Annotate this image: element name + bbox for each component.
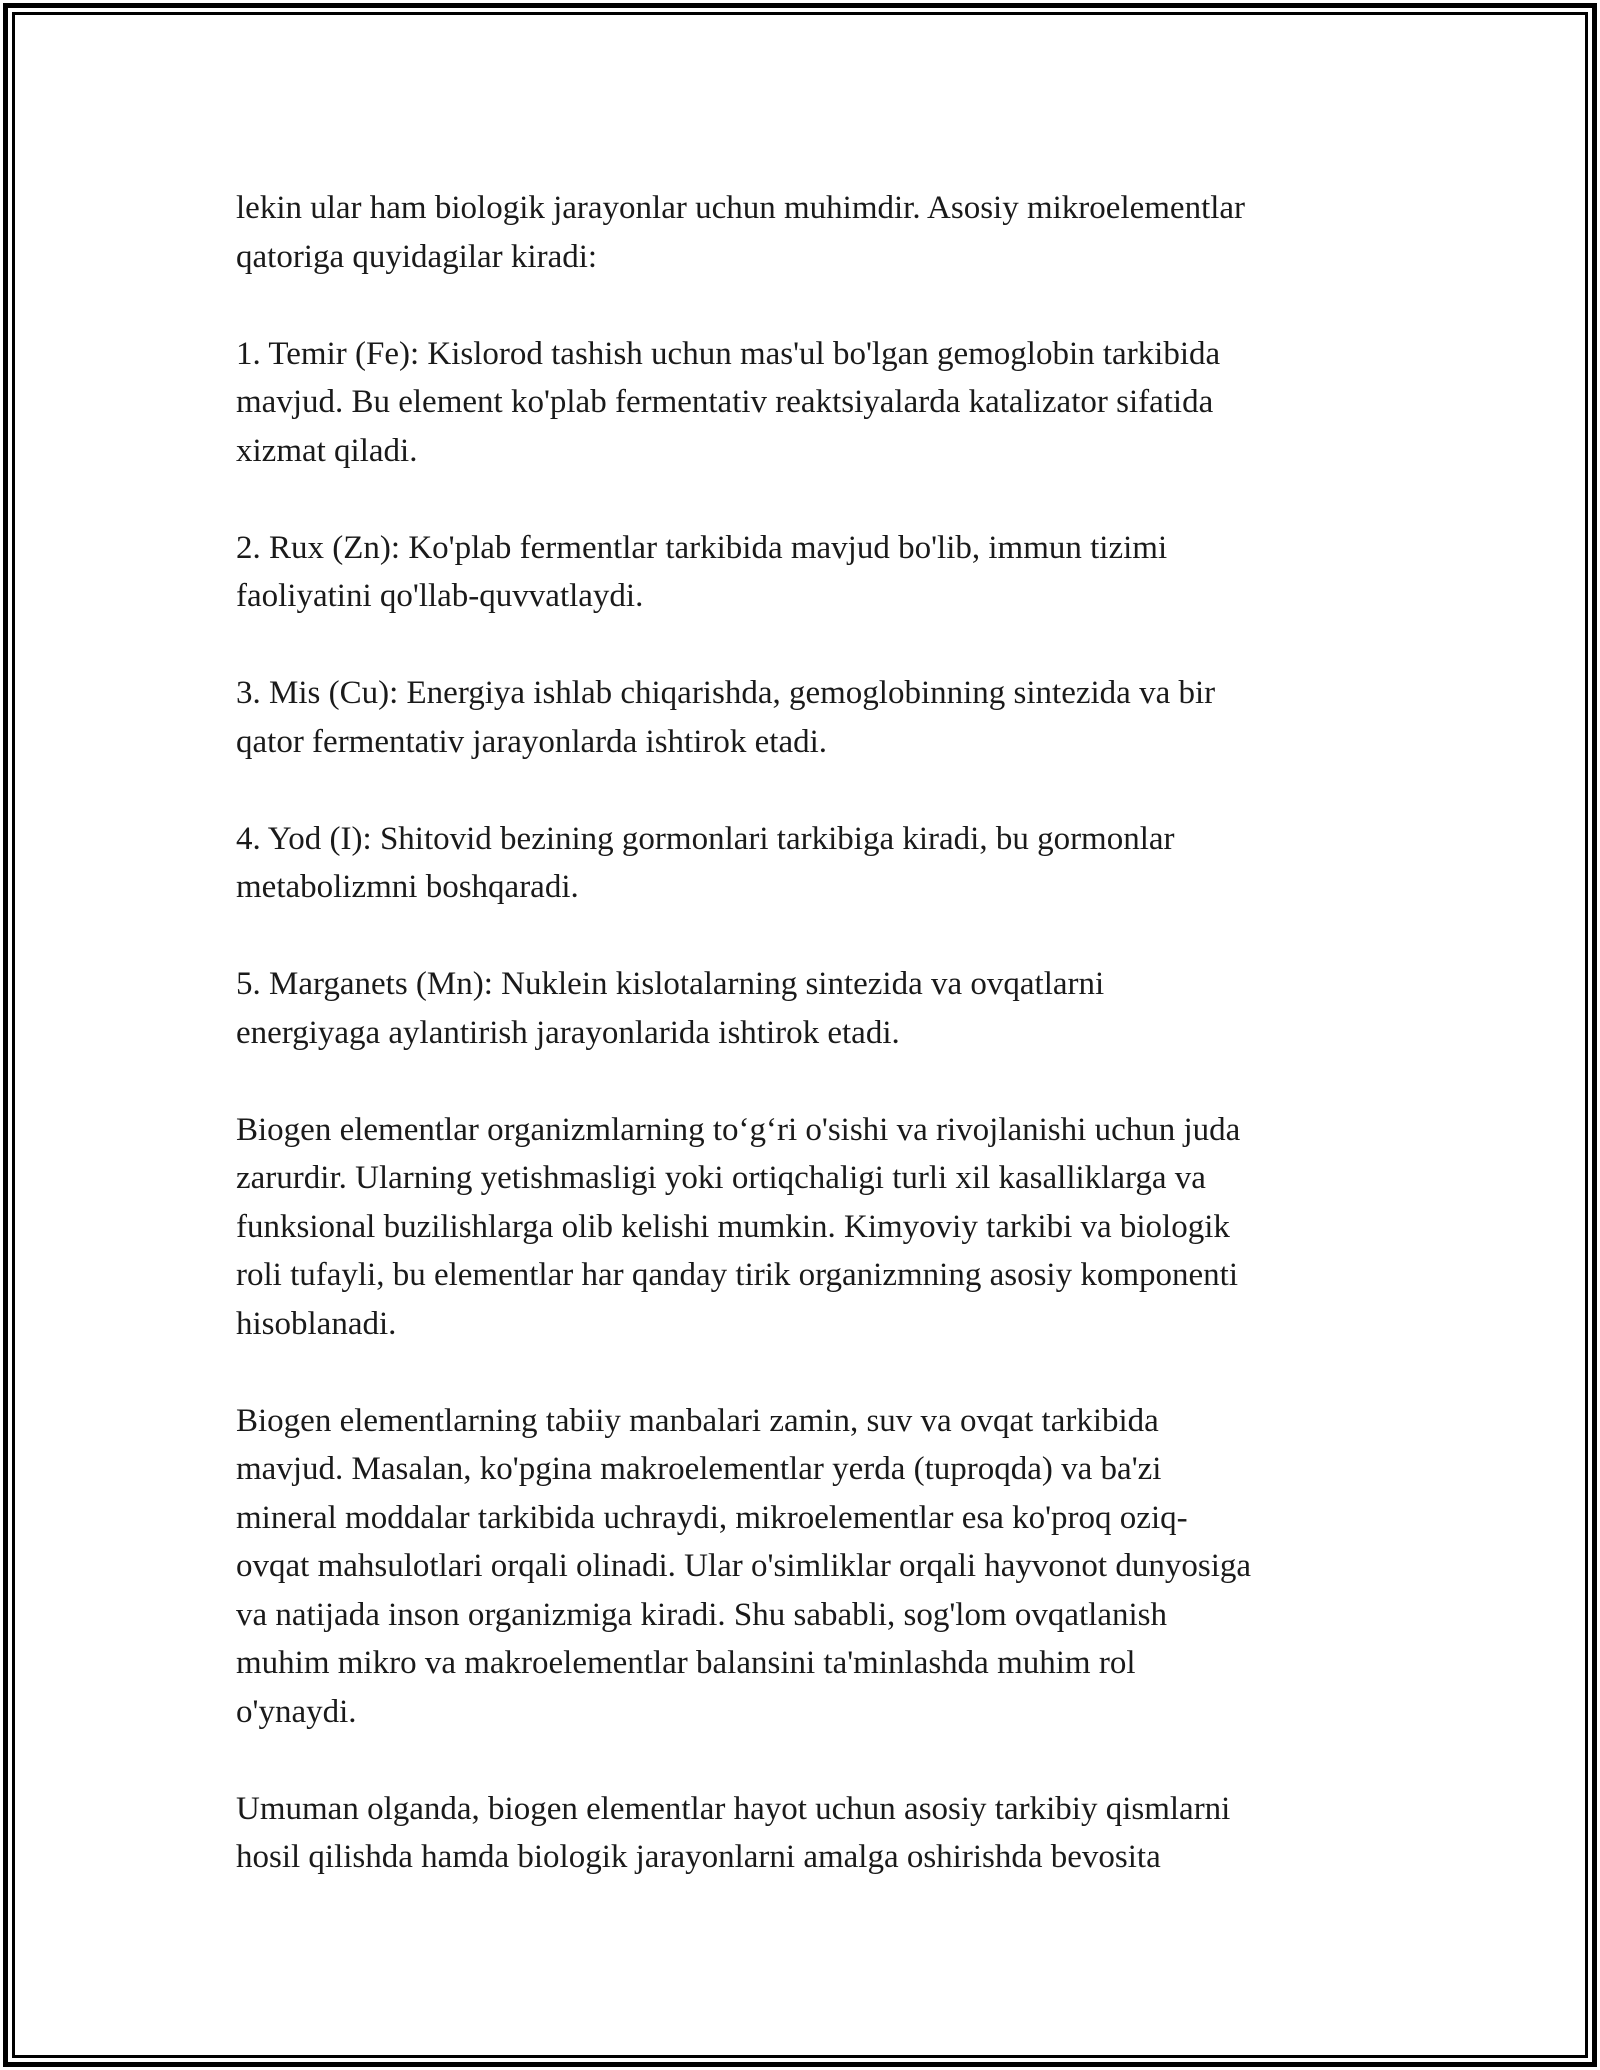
paragraph-importance: Biogen elementlar organizmlarning to‘g‘ri o'sishi va rivojlanishi uchun juda zarurdir. Ularning yetishmasligi yoki ortiqchaligi turli xil kasalliklarga va funksional buzilishlarga olib kelishi mumkin. Kimyoviy tarkibi va biologik roli tufayli, bu elementlar har qanday tirik organizmning asosiy komponenti hisoblanadi. — [236, 1111, 1241, 1342]
list-item-iron: 1. Temir (Fe): Kislorod tashish uchun mas'ul bo'lgan gemoglobin tarkibida mavjud. Bu element ko'plab fermentativ reaktsiyalarda katalizator sifatida xizmat qiladi. — [236, 335, 1221, 469]
list-item-iodine: 4. Yod (I): Shitovid bezining gormonlari tarkibiga kiradi, bu gormonlar metabolizmni boshqaradi. — [236, 820, 1175, 905]
paragraph-sources: Biogen elementlarning tabiiy manbalari zamin, suv va ovqat tarkibida mavjud. Masalan, ko'pgina makroelementlar yerda (tuproqda) va ba'zi mineral moddalar tarkibida uchraydi, mikroelementlar esa ko'proq oziq- ovqat mahsulotlari orqali olinadi. Ular o'simliklar orqali hayvonot dunyosiga va natijada inson organizmiga kiradi. Shu sababli, sog'lom ovqatlanish muhim mikro va makroelementlar balansini ta'minlashda muhim rol o'ynaydi. — [236, 1402, 1252, 1730]
document-body — [236, 184, 1376, 1882]
list-item-zinc: 2. Rux (Zn): Ko'plab fermentlar tarkibida mavjud bo'lib, immun tizimi faoliyatini qo'llab-quvvatlaydi. — [236, 529, 1168, 614]
paragraph-conclusion: Umuman olganda, biogen elementlar hayot uchun asosiy tarkibiy qismlarni hosil qilishda hamda biologik jarayonlarni amalga oshirishda bevosita — [236, 1790, 1231, 1875]
list-item-copper: 3. Mis (Cu): Energiya ishlab chiqarishda, gemoglobinning sintezida va bir qator fermentativ jarayonlarda ishtirok etadi. — [236, 675, 1216, 760]
list-item-manganese: 5. Marganets (Mn): Nuklein kislotalarning sintezida va ovqatlarni energiyaga aylantirish jarayonlarida ishtirok etadi. — [236, 966, 1105, 1051]
paragraph-intro: lekin ular ham biologik jarayonlar uchun muhimdir. Asosiy mikroelementlar qatoriga quyidagilar kiradi: — [236, 190, 1246, 275]
